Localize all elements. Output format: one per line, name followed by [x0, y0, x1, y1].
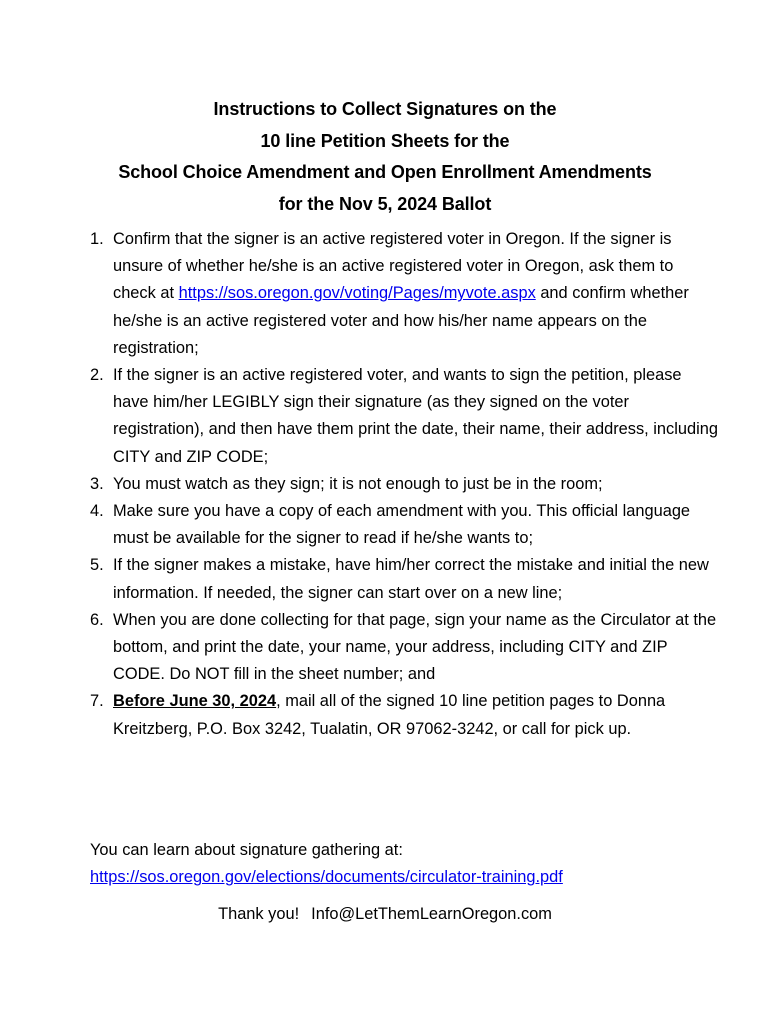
myvote-link[interactable]: https://sos.oregon.gov/voting/Pages/myvote.aspx	[178, 284, 536, 303]
document-title	[0, 94, 770, 220]
instruction-number: 1.	[90, 230, 104, 248]
instruction-text: You must watch as they sign; it is not enough to just be in the room;	[113, 474, 603, 493]
instruction-item	[90, 688, 720, 742]
contact-email: Info@LetThemLearnOregon.com	[311, 905, 552, 923]
instruction-number: 2.	[90, 366, 104, 385]
learn-more-text: You can learn about signature gathering at:	[90, 841, 403, 859]
title-line-2: 10 line Petition Sheets for the	[260, 130, 510, 151]
instruction-text: If the signer is an active registered voter, and wants to sign the petition, please have him/her LEGIBLY sign their signature (as they signed on the voter registration), and then have them print the date, their name, their address, including CITY and ZIP CODE;	[113, 366, 718, 466]
learn-more-section	[90, 837, 730, 891]
instruction-text: , mail all of the signed 10 line petition pages to Donna Kreitzberg, P.O. Box 3242, Tualatin, OR 97062-3242, or call for pick up.	[113, 692, 666, 738]
instruction-text: and confirm whether he/she is an active registered voter and how his/her name appears on the registration;	[113, 284, 689, 357]
instruction-text: Confirm that the signer is an active registered voter in Oregon. If the signer is unsure of whether he/she is an active registered voter in Oregon, ask them to check at	[113, 230, 674, 303]
instructions-list	[90, 226, 720, 743]
instruction-item	[90, 362, 720, 471]
title-line-4: for the Nov 5, 2024 Ballot	[278, 193, 492, 214]
title-line-3: School Choice Amendment and Open Enrollment Amendments	[118, 162, 652, 182]
instruction-item	[90, 226, 720, 362]
instruction-number: 6.	[90, 610, 104, 629]
instruction-text: Make sure you have a copy of each amendment with you. This official language must be available for the signer to read if he/she wants to;	[113, 502, 691, 548]
instruction-number: 4.	[90, 502, 104, 521]
thank-you-text: Thank you!	[218, 905, 300, 923]
instruction-text: If the signer makes a mistake, have him/her correct the mistake and initial the new information. If needed, the signer can start over on a new line;	[113, 556, 709, 602]
footer	[0, 901, 770, 928]
instruction-number: 3.	[90, 474, 104, 493]
instruction-number: 5.	[90, 556, 104, 575]
instruction-item	[90, 498, 720, 552]
instruction-number: 7.	[90, 692, 104, 711]
instruction-item	[90, 471, 720, 498]
title-line-1: Instructions to Collect Signatures on the	[213, 99, 557, 119]
instruction-item	[90, 607, 720, 689]
instruction-item	[90, 552, 720, 606]
instruction-text: When you are done collecting for that page, sign your name as the Circulator at the bottom, and print the date, your name, your address, including CITY and ZIP CODE. Do NOT fill in the sheet number; and	[113, 610, 717, 684]
circulator-training-link[interactable]: https://sos.oregon.gov/elections/documents/circulator-training.pdf	[90, 868, 563, 887]
deadline-date: Before June 30, 2024	[113, 692, 277, 711]
